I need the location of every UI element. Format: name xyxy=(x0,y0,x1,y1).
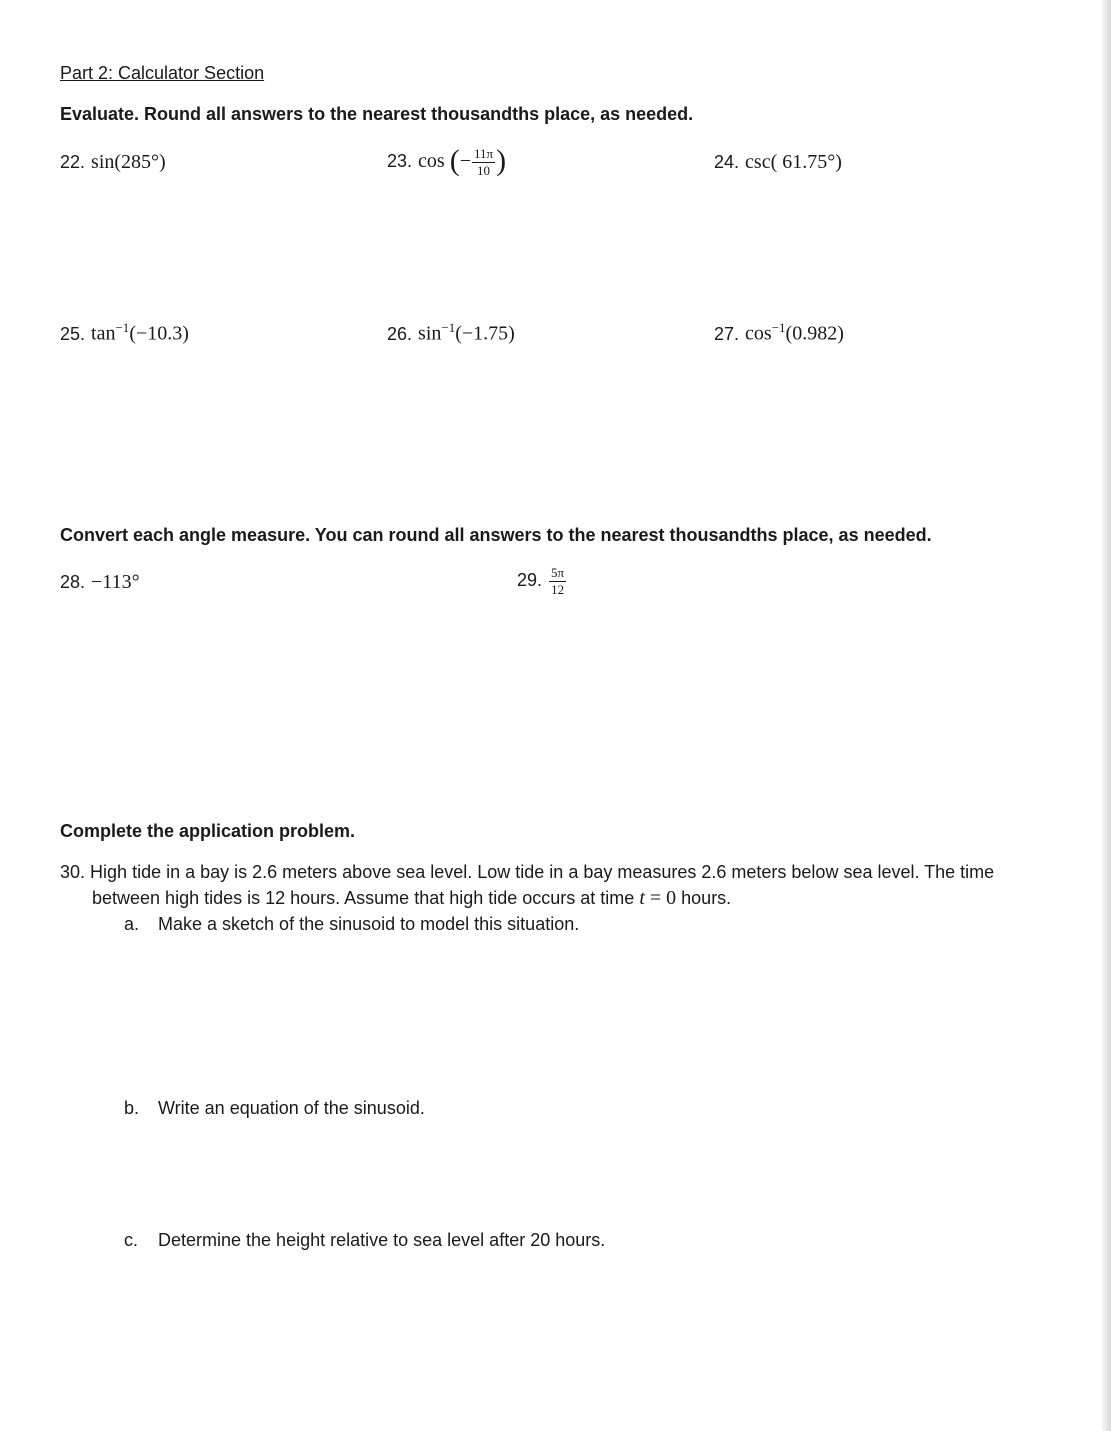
time-variable: t xyxy=(639,887,645,909)
part-text: Write an equation of the sinusoid. xyxy=(158,1098,425,1118)
page-edge-shadow xyxy=(1102,0,1111,1431)
problem-23 xyxy=(387,143,507,178)
fraction-numerator: 5π xyxy=(551,565,565,580)
fraction xyxy=(549,566,566,597)
problem-number: 29. xyxy=(517,570,543,591)
problem-expression: sin(285°) xyxy=(91,151,166,173)
problem-number: 30. xyxy=(60,862,86,882)
argument: (−1.75) xyxy=(455,322,515,345)
part-a xyxy=(124,914,579,935)
part-b xyxy=(124,1098,425,1119)
negative-sign: − xyxy=(459,150,471,173)
problem-number: 23. xyxy=(387,151,413,172)
problem-expression: csc( 61.75°) xyxy=(745,151,842,173)
part-text: Make a sketch of the sinusoid to model this situation. xyxy=(158,914,580,934)
problem-text: High tide in a bay is 2.6 meters above sea level. Low tide in a bay measures 2.6 meters below sea level. The time xyxy=(90,862,995,882)
argument: (−10.3) xyxy=(129,322,189,345)
problem-number: 25. xyxy=(60,323,86,344)
part-text: Determine the height relative to sea level after 20 hours. xyxy=(158,1230,606,1250)
problem-25 xyxy=(60,320,189,346)
function-name: tan xyxy=(91,322,116,345)
fraction-numerator: 11π xyxy=(473,146,494,161)
part-label: a. xyxy=(124,914,140,934)
problem-text-end: hours. xyxy=(676,888,732,908)
convert-instruction: Convert each angle measure. You can round all answers to the nearest thousandths place, as needed. xyxy=(60,525,932,545)
problem-24 xyxy=(714,151,842,174)
problem-text: between high tides is 12 hours. Assume that high tide occurs at time xyxy=(92,888,640,908)
problem-26 xyxy=(387,320,515,346)
part-label: b. xyxy=(124,1098,140,1118)
problem-number: 28. xyxy=(60,572,86,592)
open-paren: ( xyxy=(449,143,460,177)
function-name: cos xyxy=(418,150,445,173)
problem-30-line-1 xyxy=(60,862,994,883)
problem-29 xyxy=(517,566,567,597)
problem-expression: −113° xyxy=(91,571,140,593)
fraction-denominator: 10 xyxy=(477,163,491,178)
problem-number: 27. xyxy=(714,323,740,344)
part-title: Part 2: Calculator Section xyxy=(60,63,265,83)
fraction xyxy=(472,147,495,178)
function-name: cos xyxy=(745,322,772,345)
part-label: c. xyxy=(124,1230,139,1250)
problem-number: 22. xyxy=(60,152,86,172)
problem-number: 24. xyxy=(714,152,740,172)
exponent: −1 xyxy=(771,320,786,335)
evaluate-instruction: Evaluate. Round all answers to the nearest thousandths place, as needed. xyxy=(60,104,694,124)
problem-22 xyxy=(60,151,166,174)
function-name: sin xyxy=(418,322,442,345)
exponent: −1 xyxy=(115,320,130,335)
problem-27 xyxy=(714,320,844,346)
exponent: −1 xyxy=(441,320,456,335)
problem-number: 26. xyxy=(387,323,413,344)
part-c xyxy=(124,1230,605,1251)
equals-zero: = 0 xyxy=(644,887,677,909)
problem-28 xyxy=(60,571,140,594)
fraction-denominator: 12 xyxy=(551,582,565,597)
problem-30-line-2 xyxy=(92,887,731,910)
argument: (0.982) xyxy=(785,322,844,345)
close-paren: ) xyxy=(496,143,507,177)
application-instruction: Complete the application problem. xyxy=(60,821,356,841)
